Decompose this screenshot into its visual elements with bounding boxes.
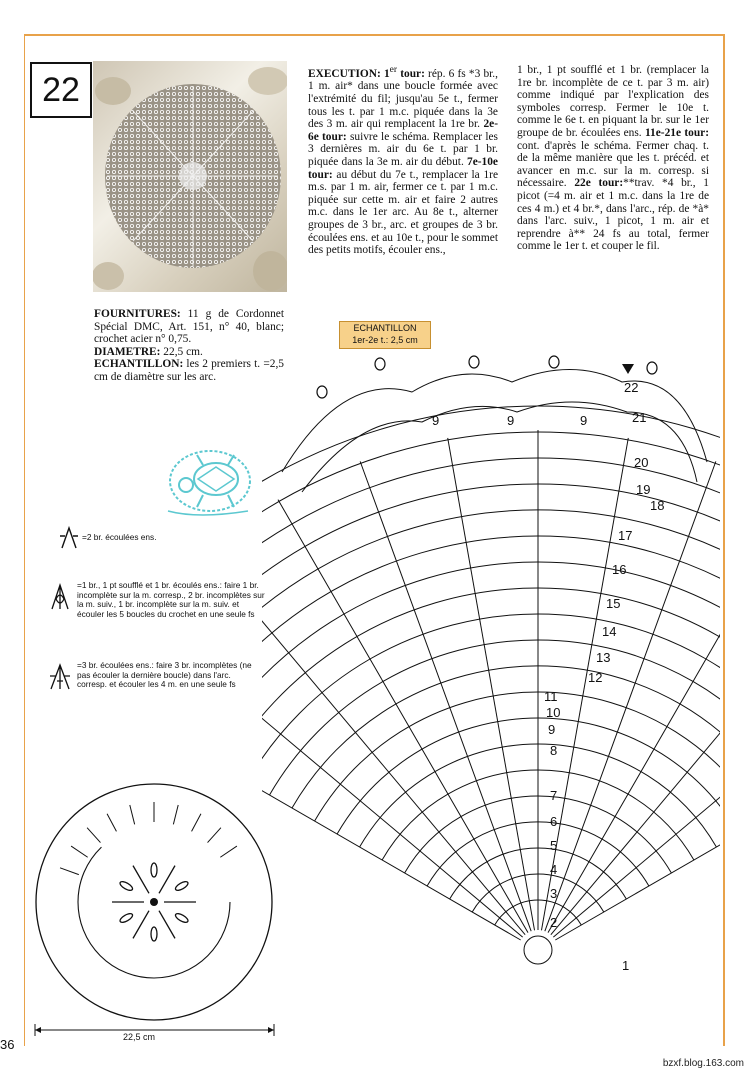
round-number-label: 19: [636, 482, 651, 497]
legend-item-two-trebles: =2 br. écoulées ens.: [82, 532, 157, 542]
instruction-text: e t., fermer tous les t. par 1 m.c. piquée dans la 3e des 3 m. air qui remplacent la 1re br.: [308, 92, 498, 131]
picot-icon: [549, 356, 559, 368]
motif-tick: [130, 805, 135, 824]
start-marker-icon: [622, 364, 634, 374]
legend-item-three-trebles: =3 br. écoulées ens.: faire 3 br. incomplètes (ne pas écouler la dernière boucle) dans l'arc. corresp. et écouler les 4 m. en une seule fs: [77, 660, 252, 690]
motif-tick: [192, 814, 201, 832]
execution-column-1: [308, 64, 498, 257]
stitch-line: [448, 438, 535, 930]
motif-tick: [220, 846, 237, 857]
round-arc: [262, 510, 720, 730]
motif-spoke: [159, 866, 175, 894]
motif-tick: [208, 828, 221, 843]
stitch-line: [262, 552, 525, 935]
doily-photo-graphic: [93, 61, 287, 292]
picot-icon: [647, 362, 657, 374]
motif-petal: [174, 880, 189, 892]
gauge-badge-text: 1er-2e t.: 2,5 cm: [352, 335, 418, 345]
stitch-line: [553, 616, 720, 937]
round-number-label: 22: [624, 380, 639, 395]
round-number-label: 10: [546, 705, 561, 720]
superscript: er: [389, 65, 398, 75]
tour-label: 11e-21e tour:: [644, 126, 710, 139]
tour-label: 22e tour:: [574, 177, 624, 190]
arch-label: 9: [507, 413, 515, 428]
round-number-label: 17: [618, 528, 633, 543]
round-number-label: 7: [550, 788, 558, 803]
stitch-line: [548, 500, 720, 933]
gauge-badge-title: ECHANTILLON: [353, 323, 417, 333]
stitch-line: [551, 552, 720, 935]
instruction-text: **trav. *4 br., 1 picot (=4 m. air et 1 m.c. dans la 1re de ces 4 m.) et 4 br.*, dans l'arc., rép. de *à* dans l'arc. suiv., 1 picot, 1 m. air et reprendre à** 24 fs au total, fermer comme le 1er t. et couper le fil.: [517, 177, 709, 253]
round-number-label: 9: [548, 722, 556, 737]
round-arc: [292, 666, 720, 808]
execution-column-2: [517, 64, 709, 253]
diameter-text: 22,5 cm.: [160, 345, 203, 358]
gauge-label: ECHANTILLON:: [94, 358, 184, 371]
tour-label: 2e-6e tour:: [308, 118, 498, 143]
legend-item-puff: =1 br., 1 pt soufflé et 1 br. écoulés ens.: faire 1 br. incomplète sur la m. corresp., 2 br. incomplètes sur la m. suiv., 1 br. incomplète sur la m. suiv. et écouler les 5 boucles du crochet en une seule fs: [77, 580, 265, 619]
materials-text: 11 g de Cordonnet Spécial DMC, Art. 151, n° 40, blanc; crochet acier n° 0,75.: [94, 308, 284, 346]
picot-icon: [469, 356, 479, 368]
motif-petal: [119, 880, 134, 892]
round-arc: [270, 640, 721, 795]
round-number-label: 13: [596, 650, 611, 665]
gauge-badge: [339, 321, 431, 349]
watermark: bzxf.blog.163.com: [662, 1058, 744, 1069]
instruction-text: rép. 6 fs *3 br., 1 m. air* dans une boucle formée avec l'extrémité du fil; jusqu'au 5: [308, 67, 498, 105]
motif-tick: [87, 828, 100, 843]
round-number-label: 11: [544, 689, 558, 704]
round-number-label: 4: [550, 862, 558, 877]
motif-spoke: [159, 911, 175, 939]
round-arc: [262, 588, 720, 769]
gauge-text: les 2 premiers t. =2,5 cm de diamètre sur les arc.: [94, 358, 284, 383]
doily-outline-diagram: [32, 780, 277, 1025]
three-trebles-joined-icon: [48, 661, 72, 691]
motif-petal: [119, 912, 134, 924]
stitch-line: [555, 690, 720, 940]
round-number-label: 8: [550, 743, 558, 758]
doily-photo: [93, 61, 287, 292]
round-number-label: 21: [632, 410, 647, 425]
round-number-label: 14: [602, 624, 617, 639]
round-number-label: 16: [612, 562, 627, 577]
motif-spoke: [133, 866, 149, 894]
round-number-label: 3: [550, 886, 558, 901]
round-number-label: 20: [634, 455, 649, 470]
puff-stitch-icon: [48, 581, 72, 611]
dimension-label: 22,5 cm: [123, 1032, 156, 1042]
stitch-line: [541, 438, 628, 930]
round-number-label: 1: [622, 958, 630, 973]
picot-icon: [317, 386, 327, 398]
motif-spoke: [133, 911, 149, 939]
motif-petal: [151, 927, 157, 941]
execution-heading: EXECUTION: 1: [308, 67, 390, 80]
motif-tick: [71, 846, 88, 857]
round-number-label: 12: [588, 670, 603, 685]
page-number: 36: [0, 1037, 15, 1052]
arch-label: 9: [580, 413, 588, 428]
crochet-chart-diagram: [262, 352, 720, 980]
diameter-label: DIAMETRE:: [94, 345, 161, 358]
motif-tick: [107, 814, 116, 832]
pattern-number: 22: [30, 62, 92, 118]
instruction-text: 1 br., 1 pt soufflé et 1 br. (remplacer la 1re br. incomplète de ce t. par 3 m. air) comme indiqué par l'explication des symboles corresp. Fermer le 10e t. comme le 6e t. en piquant la br. sur le 1er groupe de br. écoulées ens.: [517, 64, 709, 139]
motif-tick: [60, 868, 79, 875]
round-number-label: 6: [550, 814, 558, 829]
round-number-label: 18: [650, 498, 665, 513]
round-number-label: 2: [550, 915, 558, 930]
motif-petal: [151, 863, 157, 877]
instruction-text: cont. d'après le schéma. Fermer chaq. t. de la même manière que les t. précéd. et avancer en m.c. sur la m. corresp. si nécessaire.: [517, 139, 709, 190]
round-arc: [262, 458, 720, 704]
turtle-stamp-icon: [158, 445, 258, 525]
picot-icon: [375, 358, 385, 370]
round-arc: [262, 406, 720, 678]
two-trebles-joined-icon: [58, 524, 80, 550]
instruction-text: au début du 7e t., remplacer la 1re m.s. par 1 m. air, fermer ce t. par 1 m.c. piquée sur cette m. air et faire 2 autres m.c. dans le 1er arc. Au 8e t., alterner groupes de 3 br., arc. et groupes de 3 br. écoulées ens. et au 10e t., pour le sommet des petits motifs, écouler ens.,: [308, 168, 498, 257]
motif-petal: [174, 912, 189, 924]
instruction-text: suivre le schéma. Remplacer les 3 dernières m. air du 6e t. par 1 br. piquée dans la 3e m. air du début.: [308, 130, 498, 168]
tour-label: tour:: [397, 67, 425, 80]
arch-label: 9: [432, 413, 440, 428]
tour-label: 7e-10e tour:: [308, 155, 498, 181]
materials-label: FOURNITURES:: [94, 308, 181, 320]
round-number-label: 5: [550, 838, 558, 853]
materials-block: [94, 308, 284, 384]
motif-tick: [173, 805, 178, 824]
round-number-label: 15: [606, 596, 621, 611]
